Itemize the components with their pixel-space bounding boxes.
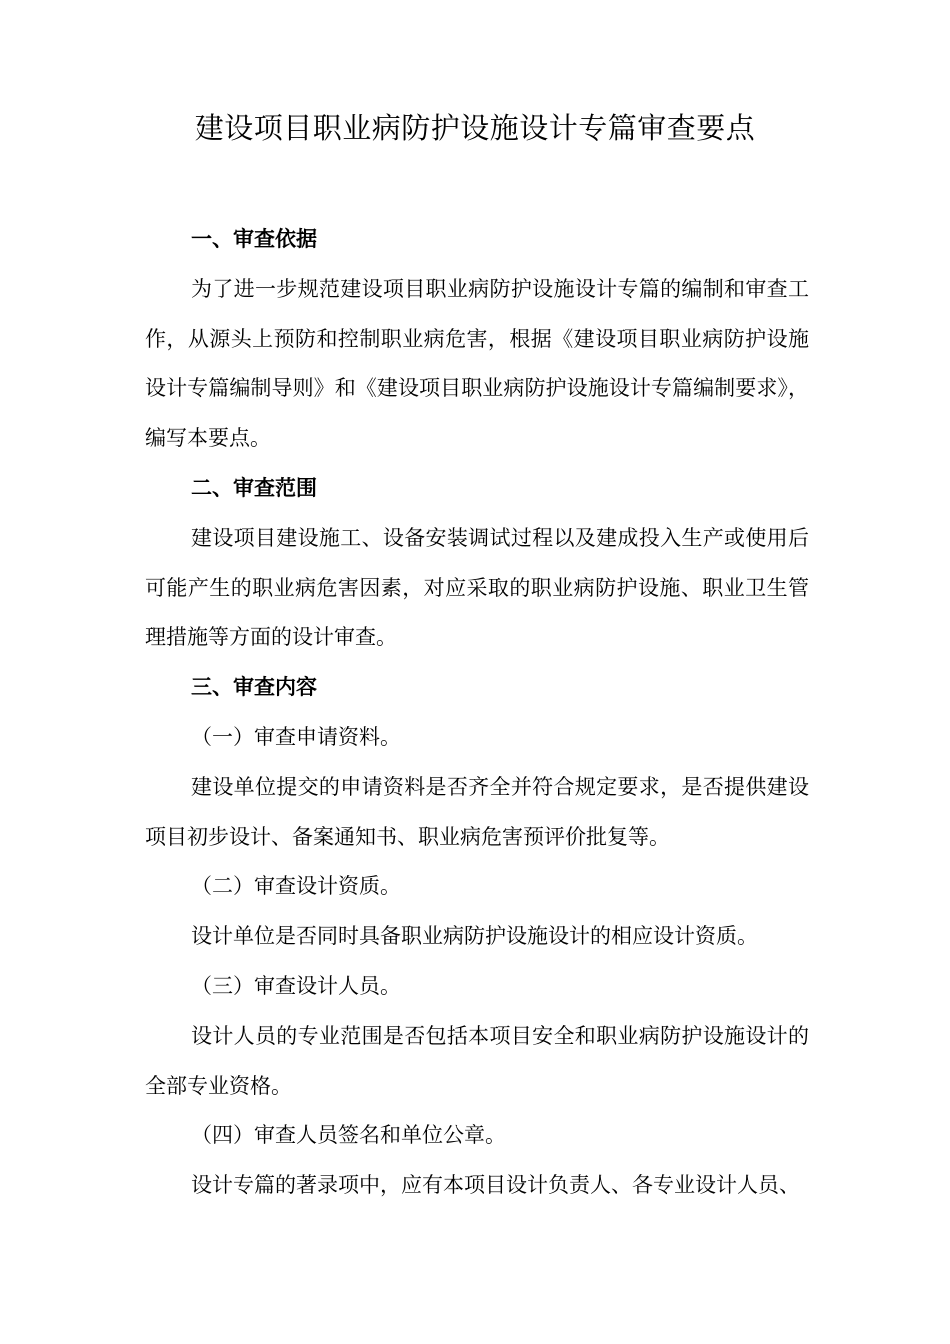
subheading-application-materials: （一）审查申请资料。 [191, 724, 401, 749]
section-heading-scope: 二、审查范围 [191, 475, 317, 500]
subheading-signature-seal: （四）审查人员签名和单位公章。 [191, 1123, 506, 1148]
paragraph-basis: 为了进一步规范建设项目职业病防护设施设计专篇的编制和审查工作，从源头上预防和控制职业病危害，根据《建设项目职业病防护设施设计专篇编制导则》和《建设项目职业病防护设施设计专篇编制要求》，编写本要点。 [145, 276, 809, 451]
document-title: 建设项目职业病防护设施设计专篇审查要点 [194, 111, 756, 145]
paragraph-design-qualification: 设计单位是否同时具备职业病防护设施设计的相应设计资质。 [191, 924, 758, 949]
paragraph-design-personnel: 设计人员的专业范围是否包括本项目安全和职业病防护设施设计的全部专业资格。 [145, 1023, 809, 1098]
section-heading-basis: 一、审查依据 [191, 227, 317, 251]
document-body [145, 215, 809, 1211]
section-heading-content: 三、审查内容 [191, 675, 317, 700]
paragraph-signature-seal: 设计专篇的著录项中，应有本项目设计负责人、各专业设计人员、 [191, 1173, 800, 1198]
paragraph-scope: 建设项目建设施工、设备安装调试过程以及建成投入生产或使用后可能产生的职业病危害因素，对应采取的职业病防护设施、职业卫生管理措施等方面的设计审查。 [145, 525, 809, 650]
subheading-design-qualification: （二）审查设计资质。 [191, 874, 401, 899]
subheading-design-personnel: （三）审查设计人员。 [191, 973, 401, 998]
paragraph-application-materials: 建设单位提交的申请资料是否齐全并符合规定要求，是否提供建设项目初步设计、备案通知书、职业病危害预评价批复等。 [145, 774, 809, 849]
